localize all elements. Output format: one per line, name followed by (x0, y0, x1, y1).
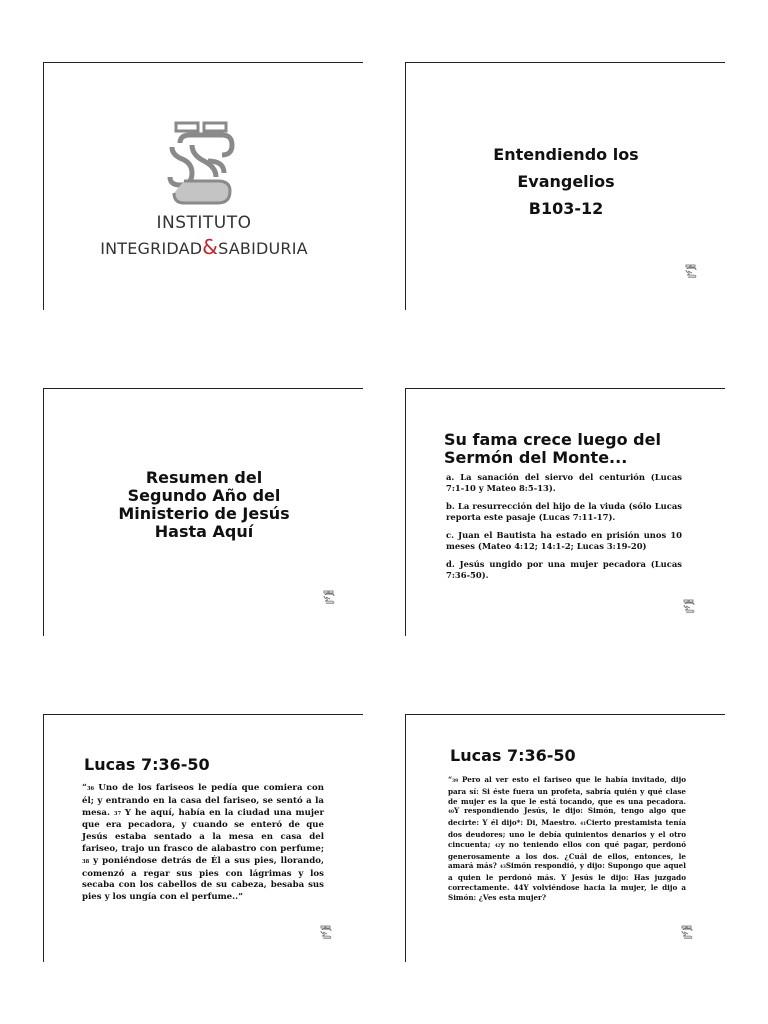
verse-number: 38 (82, 858, 90, 865)
logo-text-instituto: INSTITUTO (156, 213, 252, 233)
verse-number: 40 (448, 810, 454, 816)
verse-number: 37 (113, 810, 122, 817)
verse-text: Uno de los fariseos le pedía que comiera con él; y entrando en la casa del fariseo, se sentó a la mesa. (82, 783, 324, 818)
scripture-quote (448, 775, 686, 903)
slide-lucas-part1 (43, 714, 363, 962)
list-item: a. La sanación del siervo del centurión (Lucas 7:1-10 y Mateo 8:5-13). (446, 472, 682, 493)
fame-heading (444, 431, 661, 467)
logo-word-sabiduria: SABIDURIA (218, 239, 308, 258)
verse-number: 43 (499, 865, 506, 871)
institute-logo (44, 121, 364, 259)
logo-text-integridad-sabiduria (44, 235, 364, 259)
verse-number: 42 (494, 843, 501, 849)
logo-word-integridad: INTEGRIDAD (100, 239, 203, 258)
open-quote: “ (448, 775, 453, 784)
list-item: c. Juan el Bautista ha estado en prisión unos 10 meses (Mateo 4:12; 14:1-2; Lucas 3:19-20) (446, 530, 682, 551)
lucas-heading: Lucas 7:36-50 (84, 755, 210, 774)
summary-title-line1: Resumen del (145, 468, 263, 487)
summary-title-line3: Ministerio de Jesús (118, 504, 290, 523)
scripture-quote (82, 783, 324, 904)
course-title-line1: Entendiendo los (493, 145, 639, 164)
verse-number: 36 (86, 786, 95, 792)
verse-text: Cierto prestamista tenía dos deudores; uno le debía quinientos denarios y el otro cincuenta; (448, 818, 686, 849)
slide-lucas-part2 (405, 714, 725, 962)
fame-heading-line2: Sermón del Monte... (444, 448, 628, 467)
slide-logo (43, 62, 363, 310)
verse-text: Y respondiendo Jesús, le dijo: Simón, tengo algo que decirte: Y él dijo*: Di, Maestro. (448, 806, 686, 828)
open-quote: “ (82, 783, 87, 793)
slide-fame-grows (405, 388, 725, 636)
scroll-logo-icon (680, 925, 694, 939)
slide-summary-title (43, 388, 363, 636)
list-item: b. La resurrección del hijo de la viuda (sólo Lucas reporta este pasaje (Lucas 7:11-17). (446, 501, 682, 522)
verse-text: Pero al ver esto el fariseo que le había invitado, dijo para sí: Si éste fuera un profeta, sabría quién y qué clase de mujer es la que le está tocando, que es una pecadora. (448, 775, 686, 806)
fame-heading-line1: Su fama crece luego del (444, 430, 661, 449)
logo-ampersand: & (202, 235, 219, 259)
lucas-heading: Lucas 7:36-50 (450, 746, 576, 765)
verse-text: y poniéndose detrás de Él a sus pies, llorando, comenzó a regar sus pies con lágrimas y los secaba con los cabellos de su cabeza, besaba sus pies y los ungía con el perfume..” (82, 855, 324, 903)
course-code: B103-12 (528, 199, 604, 218)
verse-number: 41 (580, 822, 587, 828)
verse-text: Simón respondió, y dijo: Supongo que aquel a quien le perdonó más. Y Jesús le dijo: Has juzgado correctamente. 44Y volviéndose hacia la mujer, le dijo a Simón: ¿Ves esta mujer? (448, 861, 686, 902)
summary-title-line4: Hasta Aquí (154, 522, 254, 541)
slide-course-title (405, 62, 725, 310)
fame-list (446, 472, 682, 588)
summary-title-line2: Segundo Año del (127, 486, 281, 505)
list-item: d. Jesús ungido por una mujer pecadora (Lucas 7:36-50). (446, 559, 682, 580)
verse-text: y no teniendo ellos con qué pagar, perdonó generosamente a los dos. ¿Cuál de ellos, entonces, le amará más? (448, 839, 686, 871)
institute-scroll-logo (164, 121, 244, 207)
summary-title (44, 469, 364, 541)
course-title (406, 141, 726, 222)
verse-text: Y he aquí, había en la ciudad una mujer que era pecadora, y cuando se enteró de que Jesús estaba sentado a la mesa en casa del fariseo, trajo un frasco de alabastro con perfume; (82, 807, 324, 854)
scroll-logo-icon (322, 590, 336, 604)
scroll-logo-icon (319, 925, 333, 939)
verse-number: 39 (452, 779, 459, 784)
scroll-logo-icon (682, 599, 696, 613)
scroll-logo-icon (684, 264, 698, 278)
course-title-line2: Evangelios (517, 172, 615, 191)
